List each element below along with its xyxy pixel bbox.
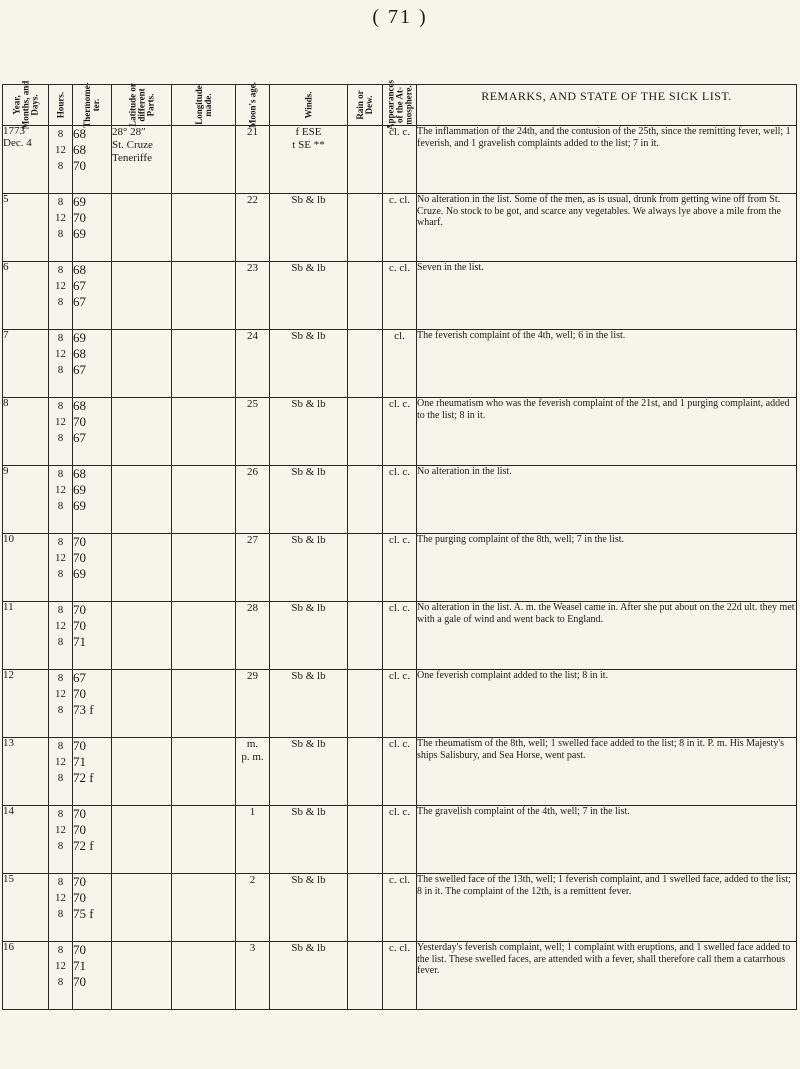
cell-rain-dew — [348, 194, 383, 262]
cell-atmosphere — [383, 670, 417, 738]
cell-date-text: 14 — [3, 805, 14, 817]
cell-date-text: 7 — [3, 329, 9, 341]
cell-thermometer — [73, 806, 112, 874]
cell-moon-age-text: 27 — [247, 534, 258, 546]
cell-thermometer — [73, 262, 112, 330]
cell-atmosphere — [383, 942, 417, 1010]
cell-moon-age-text: 28 — [247, 602, 258, 614]
cell-moon-age-text: 26 — [247, 466, 258, 478]
cell-winds-text: Sb & lb — [291, 330, 326, 342]
cell-rain-dew — [348, 398, 383, 466]
cell-remarks — [417, 534, 797, 602]
cell-atmosphere-text: cl. c. — [388, 602, 411, 614]
cell-atmosphere-text: cl. c. — [388, 398, 411, 410]
cell-atmosphere — [383, 534, 417, 602]
cell-date — [3, 942, 49, 1010]
cell-moon-age — [236, 126, 270, 194]
cell-winds-text: Sb & lb — [291, 874, 326, 886]
cell-rain-dew — [348, 942, 383, 1010]
cell-remarks-text: The rheumatism of the 8th, well; 1 swelled face added to the list; 8 in it. P. m. His Majesty's ships Salisbury, and Sea Horse, went past. — [417, 738, 785, 761]
cell-moon-age-text: 23 — [247, 262, 258, 274]
cell-date-text: 8 — [3, 397, 9, 409]
cell-moon-age — [236, 262, 270, 330]
cell-thermometer — [73, 534, 112, 602]
cell-winds — [270, 942, 348, 1010]
cell-atmosphere-text: cl. c. — [388, 126, 411, 138]
cell-date — [3, 874, 49, 942]
cell-longitude — [172, 194, 236, 262]
cell-atmosphere — [383, 874, 417, 942]
cell-hours-text: 8 12 8 — [55, 536, 66, 580]
cell-atmosphere — [383, 466, 417, 534]
cell-moon-age — [236, 602, 270, 670]
cell-date-text: 9 — [3, 465, 9, 477]
cell-remarks — [417, 330, 797, 398]
log-row — [3, 806, 797, 874]
cell-atmosphere — [383, 194, 417, 262]
cell-longitude — [172, 126, 236, 194]
log-row — [3, 534, 797, 602]
cell-thermometer-text: 69 70 69 — [73, 194, 86, 241]
cell-moon-age — [236, 534, 270, 602]
cell-hours-text: 8 12 8 — [55, 332, 66, 376]
cell-moon-age — [236, 194, 270, 262]
cell-hours-text: 8 12 8 — [55, 672, 66, 716]
cell-moon-age — [236, 670, 270, 738]
cell-moon-age — [236, 806, 270, 874]
cell-winds — [270, 126, 348, 194]
cell-winds-text: Sb & lb — [291, 398, 326, 410]
cell-remarks-text: Yesterday's feverish complaint, well; 1 complaint with eruptions, and 1 swelled face added to the list. These swelled faces, are attended with a fever, shall therefore call them a catarrhous fever. — [417, 942, 791, 976]
header-rain-dew: Rain or Dew. — [348, 85, 383, 126]
cell-longitude — [172, 670, 236, 738]
cell-date-text: 13 — [3, 737, 14, 749]
cell-remarks — [417, 398, 797, 466]
cell-longitude — [172, 330, 236, 398]
cell-winds-text: Sb & lb — [291, 806, 326, 818]
cell-moon-age-text: 24 — [247, 330, 258, 342]
cell-winds — [270, 330, 348, 398]
cell-thermometer — [73, 126, 112, 194]
cell-date — [3, 262, 49, 330]
cell-remarks — [417, 126, 797, 194]
cell-winds — [270, 194, 348, 262]
cell-thermometer — [73, 194, 112, 262]
cell-longitude — [172, 874, 236, 942]
cell-atmosphere-text: cl. c. — [388, 738, 411, 750]
cell-thermometer-text: 70 71 72 f — [73, 738, 94, 785]
cell-hours — [49, 262, 73, 330]
cell-moon-age-text: 25 — [247, 398, 258, 410]
log-row — [3, 602, 797, 670]
cell-moon-age — [236, 466, 270, 534]
cell-longitude — [172, 534, 236, 602]
cell-hours — [49, 806, 73, 874]
cell-thermometer-text: 70 70 69 — [73, 534, 86, 581]
header-thermometer: Thermome- ter. — [73, 85, 112, 126]
header-longitude: Longitude made. — [172, 85, 236, 126]
cell-rain-dew — [348, 534, 383, 602]
cell-latitude — [112, 602, 172, 670]
cell-date-text: 12 — [3, 669, 14, 681]
header-hours: Hours. — [49, 85, 73, 126]
cell-hours — [49, 738, 73, 806]
cell-remarks-text: The gravelish complaint of the 4th, well; 7 in the list. — [417, 806, 630, 817]
cell-latitude — [112, 398, 172, 466]
cell-date-text: 16 — [3, 941, 14, 953]
log-row — [3, 262, 797, 330]
cell-hours-text: 8 12 8 — [55, 128, 66, 172]
cell-moon-age-text: 22 — [247, 194, 258, 206]
cell-rain-dew — [348, 738, 383, 806]
cell-winds-text: Sb & lb — [291, 194, 326, 206]
cell-winds-text: Sb & lb — [291, 602, 326, 614]
log-row — [3, 330, 797, 398]
cell-atmosphere — [383, 602, 417, 670]
cell-hours — [49, 398, 73, 466]
cell-thermometer-text: 69 68 67 — [73, 330, 86, 377]
cell-hours — [49, 126, 73, 194]
cell-thermometer — [73, 942, 112, 1010]
cell-rain-dew — [348, 806, 383, 874]
cell-longitude — [172, 806, 236, 874]
cell-remarks-text: The feverish complaint of the 4th, well; 6 in the list. — [417, 330, 626, 341]
cell-hours — [49, 534, 73, 602]
cell-latitude — [112, 806, 172, 874]
weather-sick-log-table — [2, 80, 797, 1010]
cell-longitude — [172, 602, 236, 670]
cell-moon-age — [236, 874, 270, 942]
cell-thermometer-text: 68 67 67 — [73, 262, 86, 309]
cell-hours — [49, 602, 73, 670]
cell-rain-dew — [348, 602, 383, 670]
cell-atmosphere — [383, 738, 417, 806]
cell-thermometer — [73, 330, 112, 398]
cell-remarks — [417, 262, 797, 330]
cell-latitude — [112, 262, 172, 330]
cell-atmosphere — [383, 262, 417, 330]
log-row — [3, 874, 797, 942]
cell-date-text: 15 — [3, 873, 14, 885]
log-row — [3, 670, 797, 738]
header-row — [3, 85, 797, 126]
cell-moon-age — [236, 330, 270, 398]
cell-hours — [49, 670, 73, 738]
cell-winds — [270, 534, 348, 602]
cell-remarks — [417, 738, 797, 806]
cell-moon-age-text: 2 — [249, 874, 256, 886]
header-latitude: Latitude or different Parts. — [112, 85, 172, 126]
cell-longitude — [172, 942, 236, 1010]
cell-remarks — [417, 194, 797, 262]
cell-date — [3, 466, 49, 534]
cell-moon-age — [236, 942, 270, 1010]
cell-date — [3, 806, 49, 874]
cell-thermometer — [73, 466, 112, 534]
cell-moon-age-text: 29 — [247, 670, 258, 682]
cell-rain-dew — [348, 330, 383, 398]
cell-winds-text: Sb & lb — [291, 670, 326, 682]
cell-remarks-text: No alteration in the list. A. m. the Weasel came in. After she put about on the 22d ult. they met with a gale of wind and went back to England. — [417, 602, 795, 625]
cell-atmosphere — [383, 126, 417, 194]
cell-hours-text: 8 12 8 — [55, 468, 66, 512]
cell-remarks-text: Seven in the list. — [417, 262, 484, 273]
cell-hours-text: 8 12 8 — [55, 808, 66, 852]
cell-winds — [270, 806, 348, 874]
cell-rain-dew — [348, 466, 383, 534]
cell-atmosphere — [383, 330, 417, 398]
cell-winds-text: f ESE t SE ** — [292, 126, 325, 151]
cell-hours — [49, 466, 73, 534]
header-remarks: REMARKS, AND STATE OF THE SICK LIST. — [417, 85, 797, 126]
cell-remarks — [417, 942, 797, 1010]
cell-date — [3, 602, 49, 670]
cell-atmosphere-text: cl. c. — [388, 534, 411, 546]
cell-moon-age — [236, 738, 270, 806]
cell-remarks-text: One rheumatism who was the feverish complaint of the 21st, and 1 purging complaint, added to the list; 8 in it. — [417, 398, 790, 421]
log-row — [3, 194, 797, 262]
cell-latitude — [112, 194, 172, 262]
cell-latitude — [112, 874, 172, 942]
log-row — [3, 942, 797, 1010]
cell-atmosphere-text: cl. — [394, 330, 405, 342]
cell-hours-text: 8 12 8 — [55, 740, 66, 784]
cell-remarks — [417, 602, 797, 670]
cell-atmosphere — [383, 398, 417, 466]
cell-winds-text: Sb & lb — [291, 466, 326, 478]
cell-hours — [49, 330, 73, 398]
cell-winds-text: Sb & lb — [291, 942, 326, 954]
cell-winds — [270, 602, 348, 670]
cell-rain-dew — [348, 262, 383, 330]
cell-hours-text: 8 12 8 — [55, 604, 66, 648]
cell-remarks-text: The swelled face of the 13th, well; 1 feverish complaint, and 1 swelled face, added to the list; 8 in it. The complaint of the 12th, is a remittent fever. — [417, 874, 791, 897]
cell-date-text: 10 — [3, 533, 14, 545]
cell-thermometer — [73, 738, 112, 806]
cell-winds-text: Sb & lb — [291, 262, 326, 274]
cell-hours-text: 8 12 8 — [55, 264, 66, 308]
cell-date — [3, 738, 49, 806]
log-row — [3, 738, 797, 806]
cell-date — [3, 534, 49, 602]
header-atmosphere: Appearances of the At- mosphere. — [383, 85, 417, 126]
cell-longitude — [172, 738, 236, 806]
cell-rain-dew — [348, 874, 383, 942]
cell-winds — [270, 670, 348, 738]
header-date: Year, Months, and Days. — [3, 85, 49, 126]
cell-hours-text: 8 12 8 — [55, 400, 66, 444]
cell-atmosphere-text: c. cl. — [388, 194, 411, 206]
log-row — [3, 126, 797, 194]
cell-latitude — [112, 942, 172, 1010]
cell-winds — [270, 466, 348, 534]
cell-thermometer-text: 68 68 70 — [73, 126, 86, 173]
cell-thermometer-text: 70 70 72 f — [73, 806, 94, 853]
cell-date — [3, 330, 49, 398]
cell-rain-dew — [348, 126, 383, 194]
cell-atmosphere-text: c. cl. — [388, 942, 411, 954]
cell-longitude — [172, 262, 236, 330]
cell-moon-age-text: 21 — [247, 126, 258, 138]
cell-date-text: 1773 Dec. 4 — [3, 125, 32, 149]
cell-atmosphere — [383, 806, 417, 874]
cell-winds-text: Sb & lb — [291, 534, 326, 546]
cell-atmosphere-text: cl. c. — [388, 670, 411, 682]
cell-remarks — [417, 806, 797, 874]
cell-latitude — [112, 466, 172, 534]
cell-latitude — [112, 738, 172, 806]
cell-latitude-text: 28° 28″ St. Cruze Teneriffe — [112, 126, 153, 164]
cell-winds-text: Sb & lb — [291, 738, 326, 750]
cell-thermometer-text: 68 70 67 — [73, 398, 86, 445]
cell-rain-dew — [348, 670, 383, 738]
cell-hours-text: 8 12 8 — [55, 196, 66, 240]
cell-remarks-text: No alteration in the list. — [417, 466, 512, 477]
cell-remarks-text: The inflammation of the 24th, and the contusion of the 25th, since the remitting fever, well; 1 feverish, and 1 gravelish complaints added to the list; 7 in it. — [417, 126, 791, 149]
cell-remarks-text: No alteration in the list. Some of the men, as is usual, drunk from getting wine off from St. Cruze. No stock to be got, and scarce any vegetables. We always lye above a mile from the wharf. — [417, 194, 781, 228]
cell-thermometer-text: 67 70 73 f — [73, 670, 94, 717]
cell-remarks — [417, 670, 797, 738]
cell-winds — [270, 398, 348, 466]
cell-thermometer-text: 68 69 69 — [73, 466, 86, 513]
cell-atmosphere-text: cl. c. — [388, 466, 411, 478]
header-winds: Winds. — [270, 85, 348, 126]
cell-remarks-text: The purging complaint of the 8th, well; 7 in the list. — [417, 534, 625, 545]
cell-atmosphere-text: cl. c. — [388, 806, 411, 818]
cell-latitude — [112, 330, 172, 398]
cell-moon-age-text: m. p. m. — [241, 738, 264, 763]
cell-longitude — [172, 466, 236, 534]
log-row — [3, 398, 797, 466]
cell-winds — [270, 262, 348, 330]
cell-moon-age — [236, 398, 270, 466]
cell-hours — [49, 874, 73, 942]
cell-thermometer-text: 70 70 71 — [73, 602, 86, 649]
log-row — [3, 466, 797, 534]
cell-remarks — [417, 874, 797, 942]
cell-winds — [270, 738, 348, 806]
cell-thermometer — [73, 874, 112, 942]
cell-winds — [270, 874, 348, 942]
cell-date-text: 5 — [3, 193, 9, 205]
cell-date-text: 11 — [3, 601, 14, 613]
cell-date — [3, 126, 49, 194]
cell-remarks-text: One feverish complaint added to the list; 8 in it. — [417, 670, 609, 681]
cell-thermometer-text: 70 71 70 — [73, 942, 86, 989]
cell-moon-age-text: 3 — [249, 942, 256, 954]
cell-thermometer — [73, 670, 112, 738]
cell-date — [3, 670, 49, 738]
cell-longitude — [172, 398, 236, 466]
cell-hours — [49, 942, 73, 1010]
cell-moon-age-text: 1 — [249, 806, 256, 818]
cell-hours — [49, 194, 73, 262]
cell-latitude — [112, 534, 172, 602]
page-number: ( 71 ) — [372, 6, 428, 28]
cell-latitude — [112, 670, 172, 738]
cell-atmosphere-text: c. cl. — [388, 262, 411, 274]
cell-date-text: 6 — [3, 261, 9, 273]
cell-thermometer — [73, 398, 112, 466]
cell-thermometer-text: 70 70 75 f — [73, 874, 94, 921]
cell-thermometer — [73, 602, 112, 670]
cell-hours-text: 8 12 8 — [55, 944, 66, 988]
cell-date — [3, 194, 49, 262]
cell-latitude — [112, 126, 172, 194]
cell-atmosphere-text: c. cl. — [388, 874, 411, 886]
cell-remarks — [417, 466, 797, 534]
cell-date — [3, 398, 49, 466]
header-moon-age: Moon's age. — [236, 85, 270, 126]
cell-hours-text: 8 12 8 — [55, 876, 66, 920]
